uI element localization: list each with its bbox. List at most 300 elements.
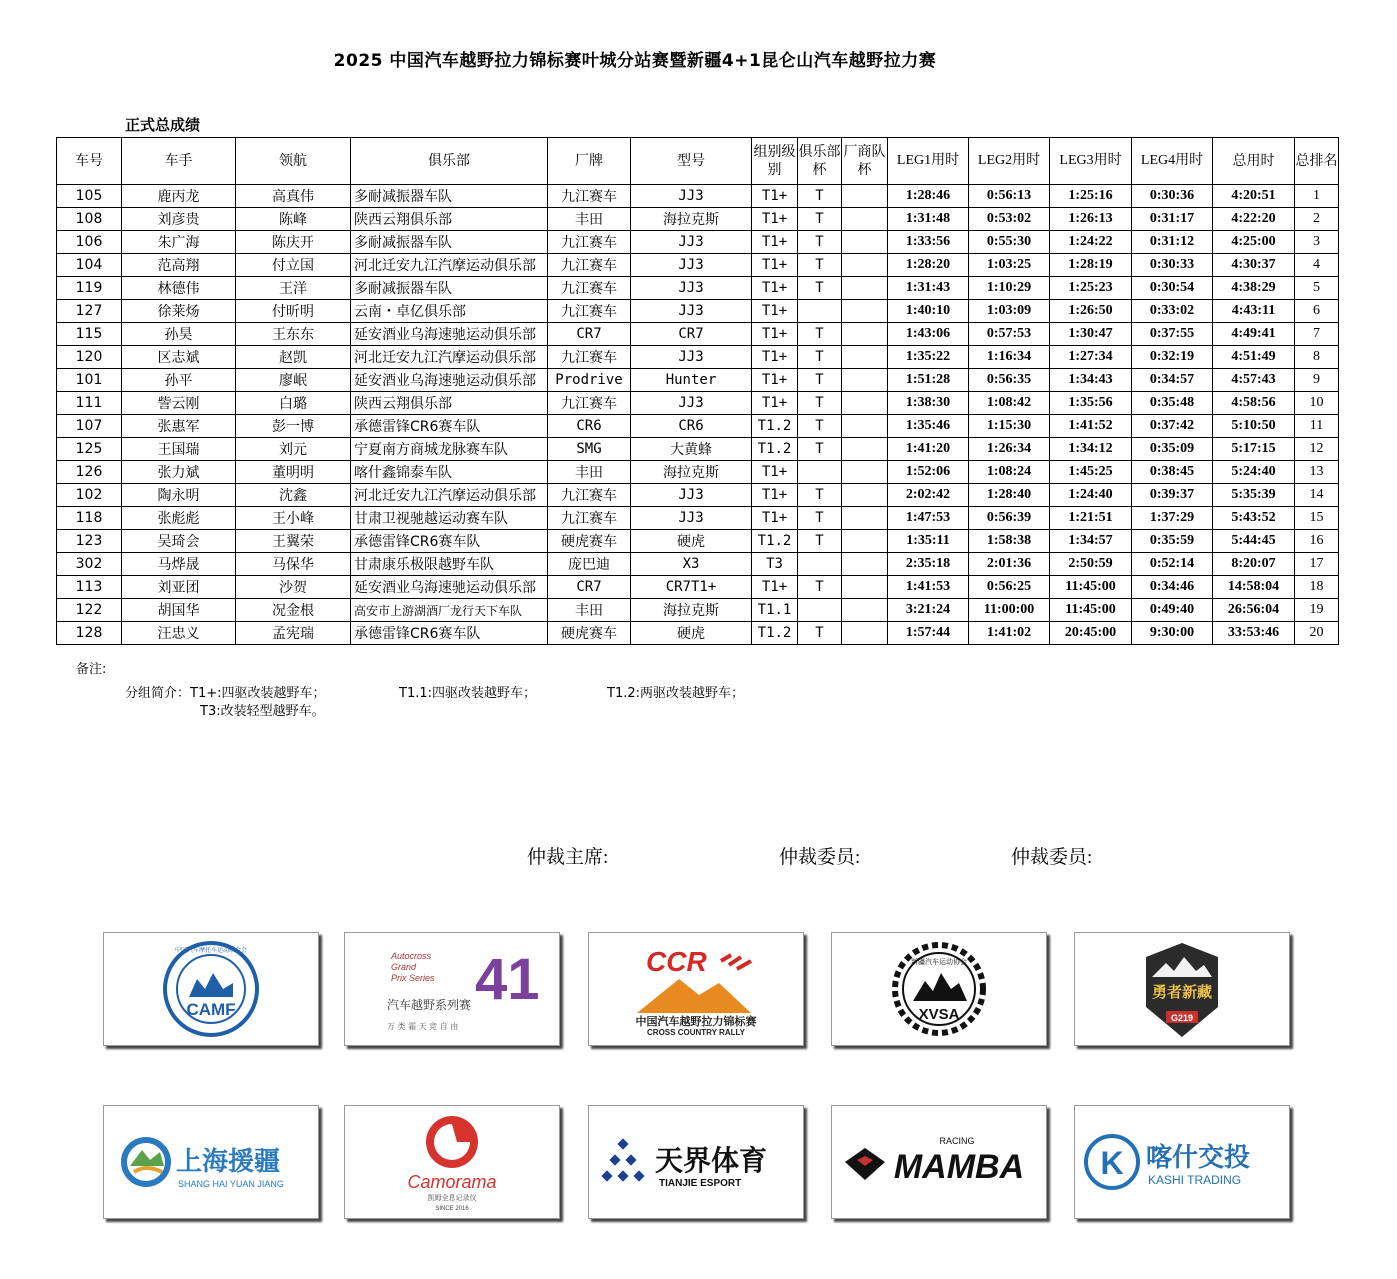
cell-leg4: 0:33:02	[1132, 300, 1213, 323]
cell-maker-cup	[842, 507, 888, 530]
cell-total-time: 4:20:51	[1213, 185, 1295, 208]
header-make: 厂牌	[548, 138, 631, 185]
cell-model: CR7T1+	[631, 576, 752, 599]
cell-leg1: 1:52:06	[888, 461, 969, 484]
cell-make: 九江赛车	[548, 507, 631, 530]
cell-car-no: 115	[57, 323, 122, 346]
cell-rank: 4	[1295, 254, 1339, 277]
header-rank: 总排名	[1295, 138, 1339, 185]
cell-leg4: 0:34:57	[1132, 369, 1213, 392]
cell-leg2: 1:26:34	[969, 438, 1050, 461]
cell-model: JJ3	[631, 277, 752, 300]
camorama-since: SINCE 2016	[435, 1206, 469, 1212]
cell-club-cup: T	[798, 507, 842, 530]
cell-model: JJ3	[631, 484, 752, 507]
cell-leg3: 1:28:19	[1050, 254, 1132, 277]
cell-leg2: 0:56:39	[969, 507, 1050, 530]
cell-total-time: 4:22:20	[1213, 208, 1295, 231]
cell-leg1: 1:28:46	[888, 185, 969, 208]
table-row	[57, 208, 1339, 231]
cell-club-cup: T	[798, 392, 842, 415]
cell-car-no: 302	[57, 553, 122, 576]
cell-make: 九江赛车	[548, 185, 631, 208]
cell-club-cup: T	[798, 369, 842, 392]
cell-model: JJ3	[631, 346, 752, 369]
cell-club-cup: T	[798, 185, 842, 208]
cell-leg2: 1:08:24	[969, 461, 1050, 484]
cell-club: 延安酒业乌海速驰运动俱乐部	[351, 369, 548, 392]
cell-club-cup: T	[798, 346, 842, 369]
cell-rank: 9	[1295, 369, 1339, 392]
table-row	[57, 415, 1339, 438]
cell-codriver: 沈鑫	[236, 484, 351, 507]
cell-rank: 19	[1295, 599, 1339, 622]
header-leg2: LEG2用时	[969, 138, 1050, 185]
cell-leg4: 1:37:29	[1132, 507, 1213, 530]
cell-class: T1.2	[752, 438, 798, 461]
cell-class: T1.2	[752, 622, 798, 645]
cell-driver: 范高翔	[122, 254, 236, 277]
cell-car-no: 106	[57, 231, 122, 254]
camf-emblem-icon	[161, 939, 261, 1039]
cell-driver: 孙昊	[122, 323, 236, 346]
cell-leg1: 3:21:24	[888, 599, 969, 622]
cell-leg4: 0:38:45	[1132, 461, 1213, 484]
ccr-en: CROSS COUNTRY RALLY	[647, 1028, 745, 1037]
cell-driver: 刘亚团	[122, 576, 236, 599]
camf-ring-text: 中国汽车摩托车运动联合会	[174, 947, 248, 954]
cell-leg2: 1:58:38	[969, 530, 1050, 553]
aps-slogan: 万 类 霜 天 竞 自 由	[387, 1022, 459, 1031]
cell-maker-cup	[842, 346, 888, 369]
cell-leg1: 1:35:22	[888, 346, 969, 369]
cell-car-no: 118	[57, 507, 122, 530]
cell-club: 高安市上游湖酒厂龙行天下车队	[351, 599, 548, 622]
cell-make: 丰田	[548, 461, 631, 484]
cell-leg1: 2:35:18	[888, 553, 969, 576]
cell-car-no: 120	[57, 346, 122, 369]
cell-model: JJ3	[631, 392, 752, 415]
logo-camorama	[344, 1105, 560, 1219]
cell-make: 九江赛车	[548, 277, 631, 300]
cell-rank: 14	[1295, 484, 1339, 507]
logo-shanghai-yuanjiang	[103, 1105, 319, 1219]
cell-make: CR7	[548, 323, 631, 346]
cell-rank: 12	[1295, 438, 1339, 461]
group-t1plus: 分组简介：T1+:四驱改装越野车；	[125, 686, 326, 701]
cell-maker-cup	[842, 622, 888, 645]
cell-club: 河北迁安九江汽摩运动俱乐部	[351, 346, 548, 369]
cell-class: T1+	[752, 507, 798, 530]
cell-codriver: 陈峰	[236, 208, 351, 231]
table-row	[57, 369, 1339, 392]
cell-leg3: 1:24:22	[1050, 231, 1132, 254]
header-maker-cup: 厂商队杯	[842, 138, 888, 185]
cell-leg3: 1:27:34	[1050, 346, 1132, 369]
table-row	[57, 346, 1339, 369]
header-class: 组别级别	[752, 138, 798, 185]
cell-leg2: 2:01:36	[969, 553, 1050, 576]
cell-rank: 17	[1295, 553, 1339, 576]
cell-rank: 11	[1295, 415, 1339, 438]
cell-class: T1.2	[752, 415, 798, 438]
cell-driver: 胡国华	[122, 599, 236, 622]
cell-make: Prodrive	[548, 369, 631, 392]
cell-leg1: 1:57:44	[888, 622, 969, 645]
cell-rank: 3	[1295, 231, 1339, 254]
cell-club-cup: T	[798, 530, 842, 553]
cell-make: 九江赛车	[548, 300, 631, 323]
cell-driver: 汪忠义	[122, 622, 236, 645]
cell-make: 庞巴迪	[548, 553, 631, 576]
cell-leg1: 1:47:53	[888, 507, 969, 530]
cell-club: 喀什鑫锦泰车队	[351, 461, 548, 484]
cell-rank: 13	[1295, 461, 1339, 484]
cell-club: 河北迁安九江汽摩运动俱乐部	[351, 254, 548, 277]
cell-maker-cup	[842, 208, 888, 231]
cell-codriver: 王东东	[236, 323, 351, 346]
yzxz-road: G219	[1170, 1013, 1194, 1023]
table-row	[57, 530, 1339, 553]
logo-ccr	[588, 932, 804, 1046]
table-row	[57, 277, 1339, 300]
cell-club: 陕西云翔俱乐部	[351, 208, 548, 231]
cell-leg3: 1:26:13	[1050, 208, 1132, 231]
cell-leg1: 1:51:28	[888, 369, 969, 392]
cell-maker-cup	[842, 277, 888, 300]
cell-total-time: 4:43:11	[1213, 300, 1295, 323]
cell-model: JJ3	[631, 300, 752, 323]
cell-rank: 8	[1295, 346, 1339, 369]
cell-rank: 18	[1295, 576, 1339, 599]
cell-leg4: 0:31:12	[1132, 231, 1213, 254]
cell-codriver: 赵凯	[236, 346, 351, 369]
cell-car-no: 105	[57, 185, 122, 208]
cell-leg2: 1:28:40	[969, 484, 1050, 507]
results-subtitle: 正式总成绩	[125, 116, 201, 134]
cell-rank: 5	[1295, 277, 1339, 300]
cell-leg3: 1:34:43	[1050, 369, 1132, 392]
cell-leg2: 0:56:25	[969, 576, 1050, 599]
cell-driver: 王国瑞	[122, 438, 236, 461]
cell-total-time: 4:58:56	[1213, 392, 1295, 415]
header-total-time: 总用时	[1213, 138, 1295, 185]
cell-rank: 15	[1295, 507, 1339, 530]
cell-leg4: 0:37:42	[1132, 415, 1213, 438]
cell-model: 海拉克斯	[631, 208, 752, 231]
cell-leg1: 1:28:20	[888, 254, 969, 277]
header-leg4: LEG4用时	[1132, 138, 1213, 185]
cell-club: 河北迁安九江汽摩运动俱乐部	[351, 484, 548, 507]
cell-leg3: 1:34:57	[1050, 530, 1132, 553]
cell-codriver: 王小峰	[236, 507, 351, 530]
cell-make: 九江赛车	[548, 392, 631, 415]
cell-rank: 6	[1295, 300, 1339, 323]
cell-leg4: 0:35:59	[1132, 530, 1213, 553]
camf-text: CAMF	[186, 1000, 236, 1019]
cell-total-time: 4:49:41	[1213, 323, 1295, 346]
table-row	[57, 254, 1339, 277]
cell-total-time: 26:56:04	[1213, 599, 1295, 622]
header-model: 型号	[631, 138, 752, 185]
cell-total-time: 5:44:45	[1213, 530, 1295, 553]
cell-leg2: 1:10:29	[969, 277, 1050, 300]
kashi-cn: 喀什交投	[1146, 1143, 1251, 1173]
cell-leg1: 1:43:06	[888, 323, 969, 346]
cell-codriver: 付昕明	[236, 300, 351, 323]
cell-club: 甘肃康乐极限越野车队	[351, 553, 548, 576]
cell-club-cup: T	[798, 415, 842, 438]
kashi-en: KASHI TRADING	[1148, 1173, 1242, 1187]
results-body	[57, 185, 1339, 645]
cell-leg3: 20:45:00	[1050, 622, 1132, 645]
cell-leg3: 1:21:51	[1050, 507, 1132, 530]
xvsa-text: XVSA	[918, 1006, 960, 1023]
cell-total-time: 33:53:46	[1213, 622, 1295, 645]
cell-total-time: 8:20:07	[1213, 553, 1295, 576]
cell-codriver: 王洋	[236, 277, 351, 300]
cell-leg3: 2:50:59	[1050, 553, 1132, 576]
cell-make: 九江赛车	[548, 254, 631, 277]
aps-en2: Grand	[391, 962, 417, 972]
header-car-no: 车号	[57, 138, 122, 185]
cell-leg2: 1:08:42	[969, 392, 1050, 415]
logo-xvsa	[831, 932, 1047, 1046]
arbitration-chair-label: 仲裁主席:	[527, 847, 609, 868]
cell-make: 九江赛车	[548, 231, 631, 254]
cell-maker-cup	[842, 254, 888, 277]
cell-class: T1+	[752, 346, 798, 369]
logo-tianjie-esport	[588, 1105, 804, 1219]
cell-club-cup: T	[798, 208, 842, 231]
cell-leg4: 0:39:37	[1132, 484, 1213, 507]
cell-club: 宁夏南方商城龙脉赛车队	[351, 438, 548, 461]
header-club-cup: 俱乐部杯	[798, 138, 842, 185]
cell-club-cup	[798, 599, 842, 622]
cell-model: 海拉克斯	[631, 461, 752, 484]
cell-maker-cup	[842, 484, 888, 507]
cell-leg4: 0:30:33	[1132, 254, 1213, 277]
cell-leg3: 1:26:50	[1050, 300, 1132, 323]
cell-make: CR6	[548, 415, 631, 438]
cell-class: T3	[752, 553, 798, 576]
cell-leg4: 0:30:54	[1132, 277, 1213, 300]
header-club: 俱乐部	[351, 138, 548, 185]
cell-model: X3	[631, 553, 752, 576]
cell-club-cup: T	[798, 231, 842, 254]
cell-leg1: 1:33:56	[888, 231, 969, 254]
cell-maker-cup	[842, 461, 888, 484]
tianjie-logo-icon	[601, 1132, 791, 1192]
cell-codriver: 廖岷	[236, 369, 351, 392]
xvsa-gear-icon	[889, 939, 989, 1039]
cell-club-cup: T	[798, 323, 842, 346]
ccr-cn: 中国汽车越野拉力锦标赛	[635, 1015, 757, 1028]
cell-total-time: 4:51:49	[1213, 346, 1295, 369]
cell-class: T1+	[752, 576, 798, 599]
cell-driver: 孙平	[122, 369, 236, 392]
cell-maker-cup	[842, 323, 888, 346]
cell-club-cup	[798, 300, 842, 323]
cell-leg1: 1:35:46	[888, 415, 969, 438]
group-t11: T1.1:四驱改装越野车；	[399, 686, 536, 701]
cell-rank: 20	[1295, 622, 1339, 645]
mamba-text: MAMBA	[893, 1148, 1025, 1186]
cell-model: 海拉克斯	[631, 599, 752, 622]
cell-club: 承德雷锋CR6赛车队	[351, 530, 548, 553]
cell-maker-cup	[842, 392, 888, 415]
cell-leg4: 0:35:48	[1132, 392, 1213, 415]
cell-total-time: 4:38:29	[1213, 277, 1295, 300]
cell-club: 承德雷锋CR6赛车队	[351, 622, 548, 645]
cell-leg4: 0:31:17	[1132, 208, 1213, 231]
arbitration-member-label-1: 仲裁委员:	[779, 847, 861, 868]
cell-leg3: 1:34:12	[1050, 438, 1132, 461]
cell-leg1: 1:40:10	[888, 300, 969, 323]
cell-codriver: 王翼荣	[236, 530, 351, 553]
cell-club: 云南・卓亿俱乐部	[351, 300, 548, 323]
cell-club-cup	[798, 553, 842, 576]
cell-car-no: 123	[57, 530, 122, 553]
cell-leg4: 0:35:09	[1132, 438, 1213, 461]
cell-class: T1+	[752, 300, 798, 323]
cell-class: T1.2	[752, 530, 798, 553]
cell-car-no: 126	[57, 461, 122, 484]
cell-club-cup: T	[798, 576, 842, 599]
cell-class: T1+	[752, 323, 798, 346]
logo-yongzhe-xinzang	[1074, 932, 1290, 1046]
cell-model: 硬虎	[631, 530, 752, 553]
cell-club-cup: T	[798, 622, 842, 645]
cell-leg1: 1:31:48	[888, 208, 969, 231]
cell-leg3: 1:41:52	[1050, 415, 1132, 438]
cell-make: SMG	[548, 438, 631, 461]
cell-make: 丰田	[548, 599, 631, 622]
cell-leg4: 0:34:46	[1132, 576, 1213, 599]
cell-club: 多耐减振器车队	[351, 185, 548, 208]
table-row	[57, 484, 1339, 507]
cell-club: 多耐减振器车队	[351, 277, 548, 300]
cell-club-cup: T	[798, 438, 842, 461]
mamba-top: RACING	[939, 1136, 975, 1146]
yzxz-text: 勇者新藏	[1151, 983, 1213, 1001]
cell-club: 延安酒业乌海速驰运动俱乐部	[351, 576, 548, 599]
cell-leg2: 1:15:30	[969, 415, 1050, 438]
cell-rank: 7	[1295, 323, 1339, 346]
cell-model: 硬虎	[631, 622, 752, 645]
cell-leg4: 0:30:36	[1132, 185, 1213, 208]
logo-kashi-trading	[1074, 1105, 1290, 1219]
cell-leg2: 1:03:09	[969, 300, 1050, 323]
cell-club: 多耐减振器车队	[351, 231, 548, 254]
cell-total-time: 5:10:50	[1213, 415, 1295, 438]
page-title: 2025 中国汽车越野拉力锦标赛叶城分站赛暨新疆4+1昆仑山汽车越野拉力赛	[333, 51, 937, 71]
cell-class: T1+	[752, 231, 798, 254]
header-driver: 车手	[122, 138, 236, 185]
notes-label: 备注:	[76, 662, 107, 677]
cell-class: T1+	[752, 369, 798, 392]
cell-car-no: 128	[57, 622, 122, 645]
cell-make: 硬虎赛车	[548, 622, 631, 645]
aps-en1: Autocross	[391, 951, 432, 961]
header-leg1: LEG1用时	[888, 138, 969, 185]
cell-car-no: 127	[57, 300, 122, 323]
cell-car-no: 113	[57, 576, 122, 599]
cell-club: 陕西云翔俱乐部	[351, 392, 548, 415]
cell-car-no: 101	[57, 369, 122, 392]
cell-leg2: 1:41:02	[969, 622, 1050, 645]
cell-maker-cup	[842, 369, 888, 392]
cell-total-time: 5:24:40	[1213, 461, 1295, 484]
table-row	[57, 438, 1339, 461]
cell-codriver: 彭一博	[236, 415, 351, 438]
cell-leg1: 1:41:20	[888, 438, 969, 461]
cell-leg4: 0:52:14	[1132, 553, 1213, 576]
yzxz-shield-icon	[1132, 937, 1232, 1041]
table-row	[57, 300, 1339, 323]
cell-car-no: 108	[57, 208, 122, 231]
table-row	[57, 185, 1339, 208]
camorama-cn: 凯姆全息记录仪	[427, 1194, 477, 1202]
cell-leg3: 1:25:16	[1050, 185, 1132, 208]
cell-class: T1+	[752, 392, 798, 415]
cell-model: 大黄蜂	[631, 438, 752, 461]
cell-car-no: 111	[57, 392, 122, 415]
table-row	[57, 323, 1339, 346]
cell-class: T1+	[752, 208, 798, 231]
cell-driver: 马烨晟	[122, 553, 236, 576]
xvsa-cn: 新疆汽车运动协会	[911, 958, 967, 966]
ccr-logo-icon	[601, 939, 791, 1039]
cell-club-cup	[798, 461, 842, 484]
cell-car-no: 125	[57, 438, 122, 461]
shyj-cn: 上海援疆	[176, 1147, 281, 1177]
cell-car-no: 104	[57, 254, 122, 277]
aps-number: 41	[475, 947, 540, 1012]
cell-model: CR7	[631, 323, 752, 346]
cell-driver: 林德伟	[122, 277, 236, 300]
cell-make: CR7	[548, 576, 631, 599]
kashi-logo-icon	[1082, 1132, 1282, 1192]
cell-model: JJ3	[631, 231, 752, 254]
cell-make: 九江赛车	[548, 346, 631, 369]
cell-total-time: 5:35:39	[1213, 484, 1295, 507]
cell-driver: 朱广海	[122, 231, 236, 254]
cell-leg1: 2:02:42	[888, 484, 969, 507]
tianjie-cn: 天界体育	[655, 1144, 768, 1177]
cell-driver: 张彪彪	[122, 507, 236, 530]
arbitration-member-label-2: 仲裁委员:	[1011, 847, 1093, 868]
cell-car-no: 122	[57, 599, 122, 622]
cell-codriver: 陈庆开	[236, 231, 351, 254]
table-row	[57, 553, 1339, 576]
cell-leg4: 0:37:55	[1132, 323, 1213, 346]
mamba-logo-icon	[839, 1132, 1039, 1192]
cell-total-time: 4:25:00	[1213, 231, 1295, 254]
cell-codriver: 刘元	[236, 438, 351, 461]
aps-cn: 汽车越野系列赛	[387, 998, 472, 1012]
cell-driver: 徐莱炀	[122, 300, 236, 323]
cell-maker-cup	[842, 553, 888, 576]
cell-leg3: 11:45:00	[1050, 576, 1132, 599]
cell-leg2: 0:53:02	[969, 208, 1050, 231]
svg-text:K: K	[1100, 1145, 1124, 1181]
cell-make: 丰田	[548, 208, 631, 231]
group-t12: T1.2:两驱改装越野车；	[607, 686, 744, 701]
cell-leg3: 1:45:25	[1050, 461, 1132, 484]
aps-logo-icon	[357, 939, 547, 1039]
table-row	[57, 392, 1339, 415]
